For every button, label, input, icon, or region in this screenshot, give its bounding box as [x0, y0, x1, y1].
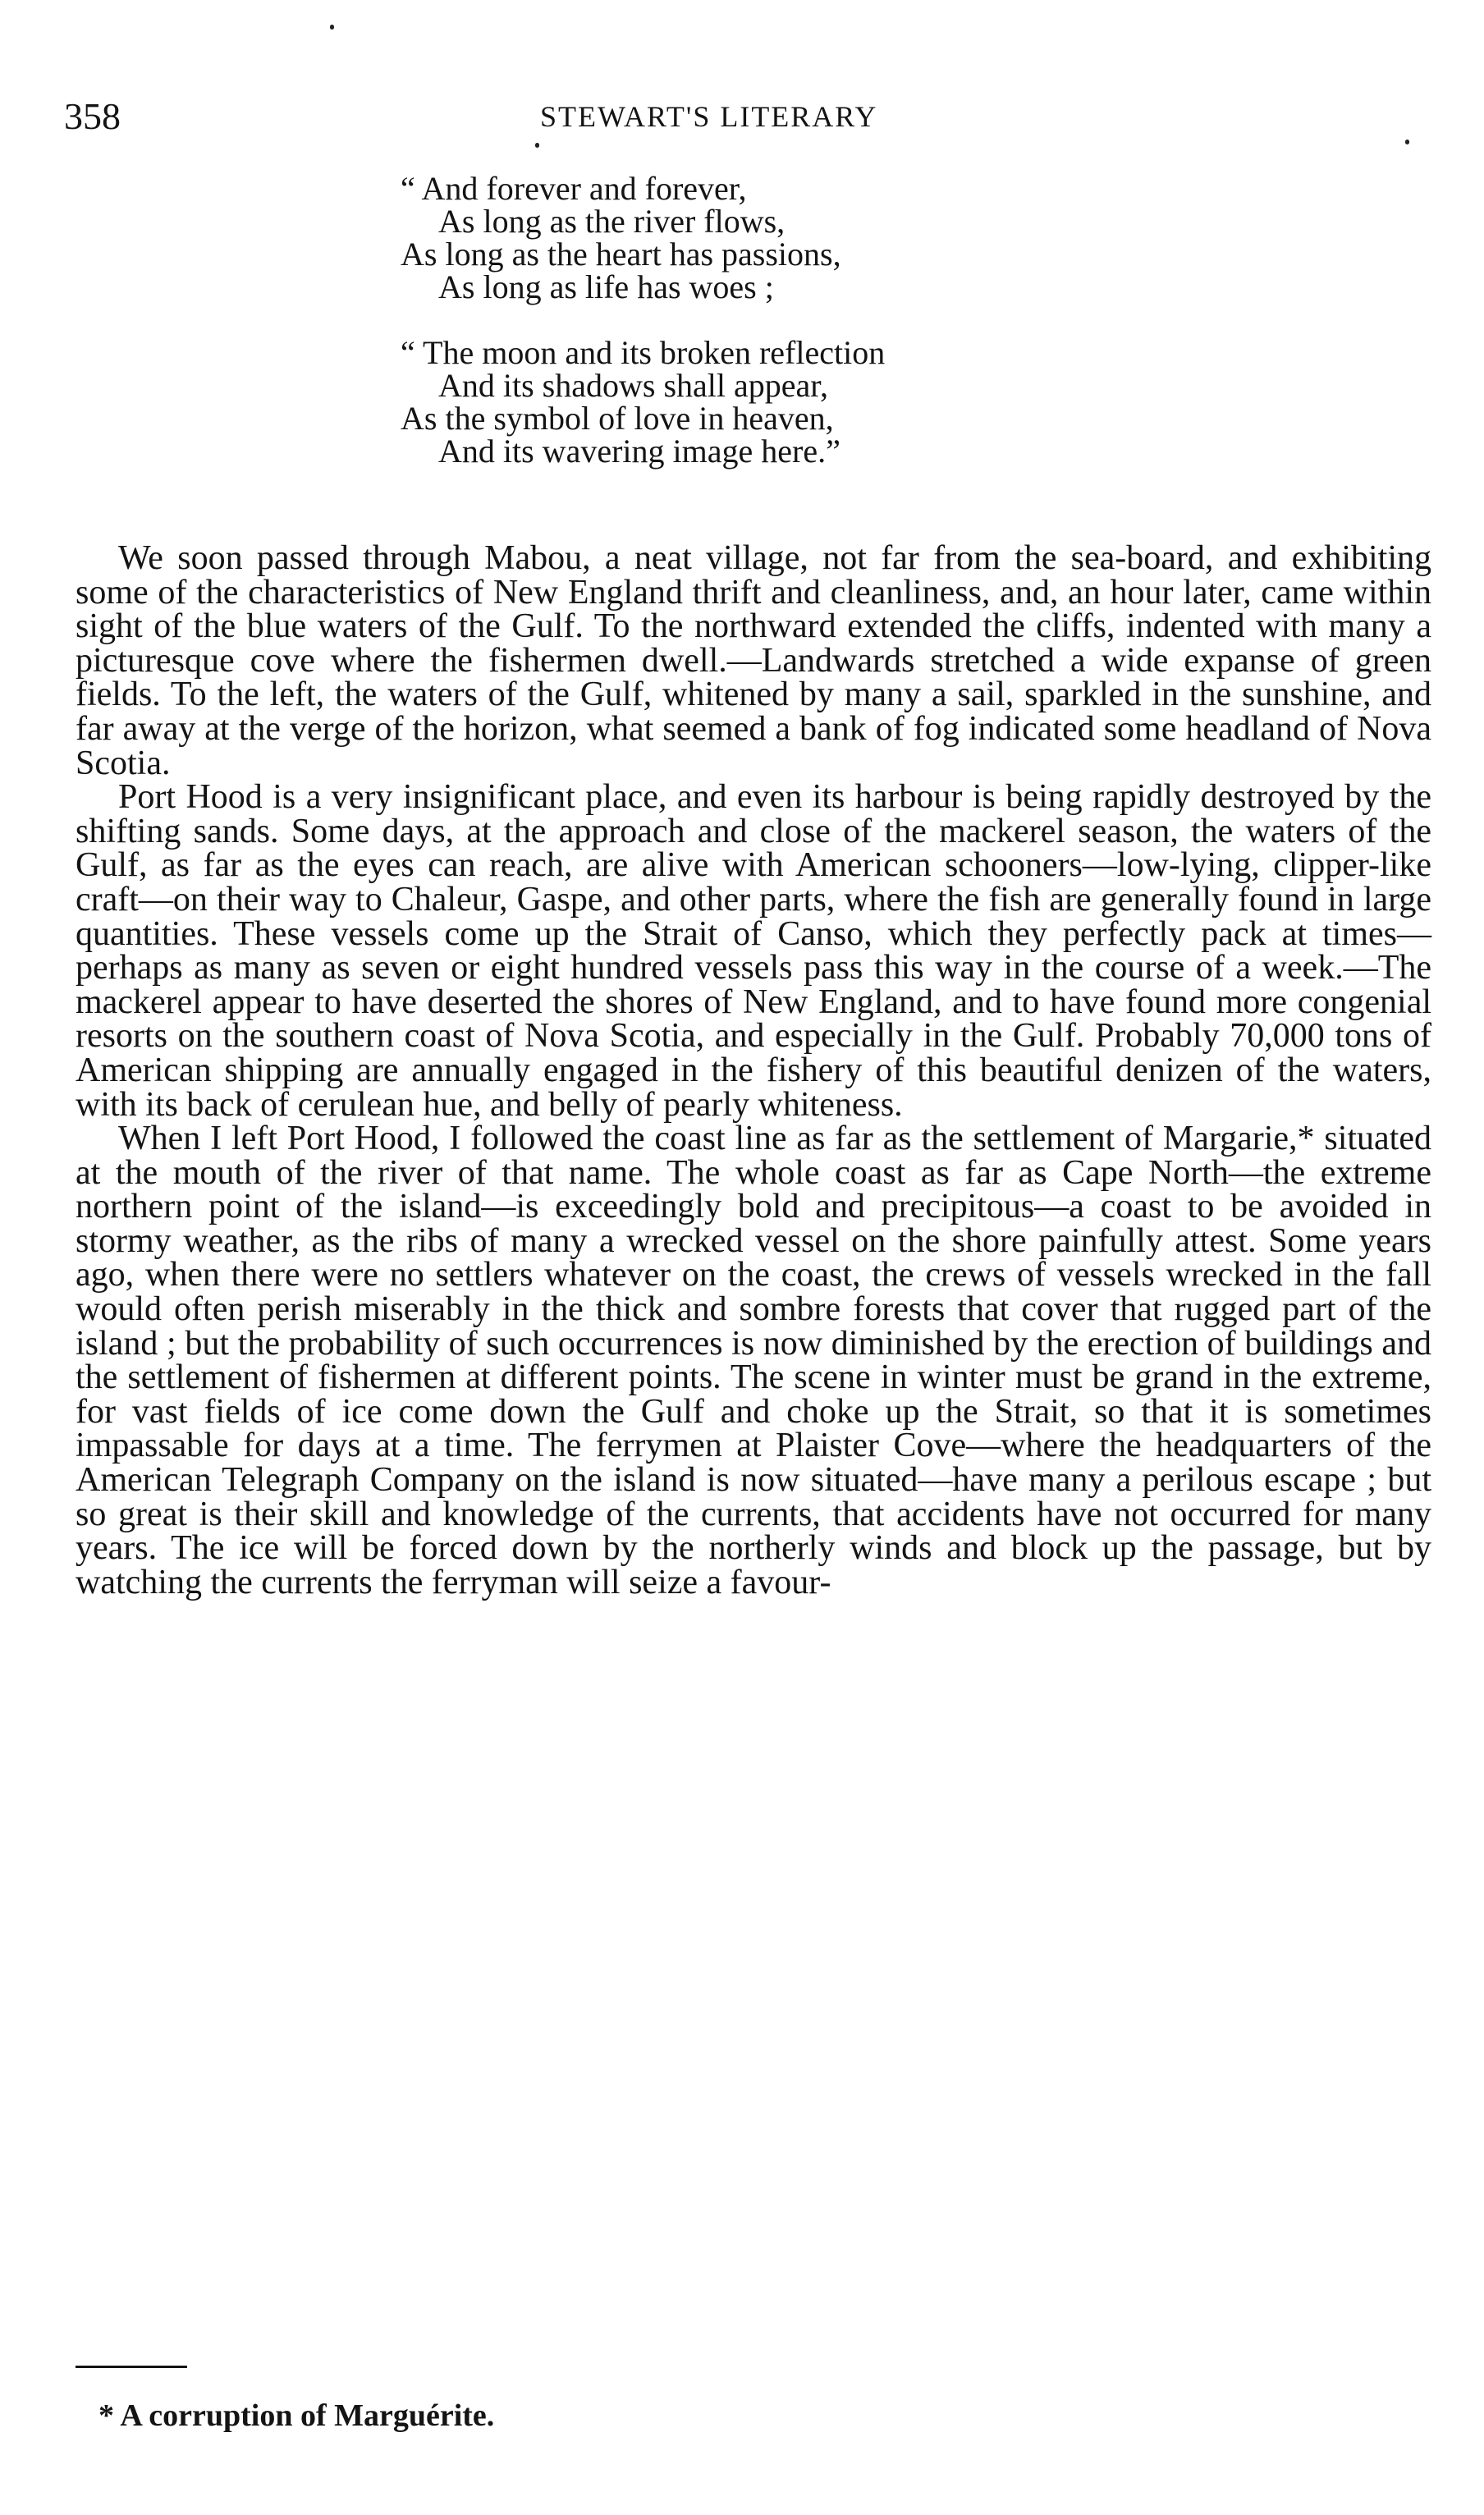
verse-line: And its wavering image here.”	[438, 433, 840, 470]
body-text	[76, 539, 1431, 1601]
paragraph: We soon passed through Mabou, a neat village, not far from the sea-board, and exhibiting some of the characteristics of New England thrift and cleanliness, and, an hour later, came within sight of the blue waters of the Gulf. To the northward extended the cliffs, indented with many a picturesque cove where the fishermen dwell.—Landwards stretched a wide expanse of green fields. To the left, the waters of the Gulf, whitened by many a sail, sparkled in the sunshine, and far away at the verge of the horizon, what seemed a bank of fog indicated some headland of Nova Scotia.	[76, 539, 1431, 782]
verse-line: As the symbol of love in heaven,	[401, 400, 834, 437]
verse-line: And its shadows shall appear,	[438, 367, 828, 404]
print-speck	[535, 143, 539, 148]
footnote: * A corruption of Marguérite.	[98, 2398, 495, 2433]
verse-line: “ The moon and its broken reflection	[401, 334, 886, 371]
poem-quotation	[401, 172, 1123, 501]
page-number: 358	[64, 95, 121, 137]
verse-line: As long as life has woes ;	[438, 268, 774, 305]
footnote-rule	[76, 2366, 187, 2368]
print-speck	[330, 25, 334, 30]
poem-stanza	[401, 334, 1123, 470]
paragraph: Port Hood is a very insignificant place, and even its harbour is being rapidly destroyed by the shifting sands. Some days, at the approach and close of the mackerel season, the waters of the Gulf, as far as the eyes can reach, are alive with American schooners—low-lying, clipper-like craft—on their way to Chaleur, Gaspe, and other parts, where the fish are generally found in large quantities. These vessels come up the Strait of Canso, which they perfectly pack at times—perhaps as many as seven or eight hundred vessels pass this way in the course of a week.—The mackerel appear to have deserted the shores of New England, and to have found more congenial resorts on the southern coast of Nova Scotia, and especially in the Gulf. Probably 70,000 tons of American shipping are annually engaged in the fishery of this beautiful denizen of the waters, with its back of cerulean hue, and belly of pearly whiteness.	[76, 778, 1431, 1124]
verse-line: As long as the heart has passions,	[401, 236, 841, 273]
paragraph: When I left Port Hood, I followed the coast line as far as the settlement of Margarie,* situated at the mouth of the river of that name. The whole coast as far as Cape North—the extreme northern point of the island—is exceedingly bold and precipitous—a coast to be avoided in stormy weather, as the ribs of many a wrecked vessel on the shore painfully attest. Some years ago, when there were no settlers whatever on the coast, the crews of vessels wrecked in the fall would often perish miserably in the thick and sombre forests that cover that rugged part of the island ; but the probability of such occurrences is now diminished by the erection of buildings and the settlement of fishermen at different points. The scene in winter must be grand in the extreme, for vast fields of ice come down the Gulf and choke up the Strait, so that it is sometimes impassable for days at a time. The ferrymen at Plaister Cove—where the headquarters of the American Telegraph Company on the island is now situated—have many a perilous escape ; but so great is their skill and knowledge of the currents, that accidents have not occurred for many years. The ice will be forced down by the northerly winds and block up the passage, but by watching the currents the ferryman will seize a favour-	[76, 1120, 1431, 1601]
running-head	[64, 92, 1435, 141]
poem-stanza	[401, 172, 1123, 304]
verse-line: As long as the river flows,	[438, 203, 786, 240]
verse-line: “ And forever and forever,	[401, 170, 747, 207]
running-title: STEWART'S LITERARY	[540, 100, 878, 133]
